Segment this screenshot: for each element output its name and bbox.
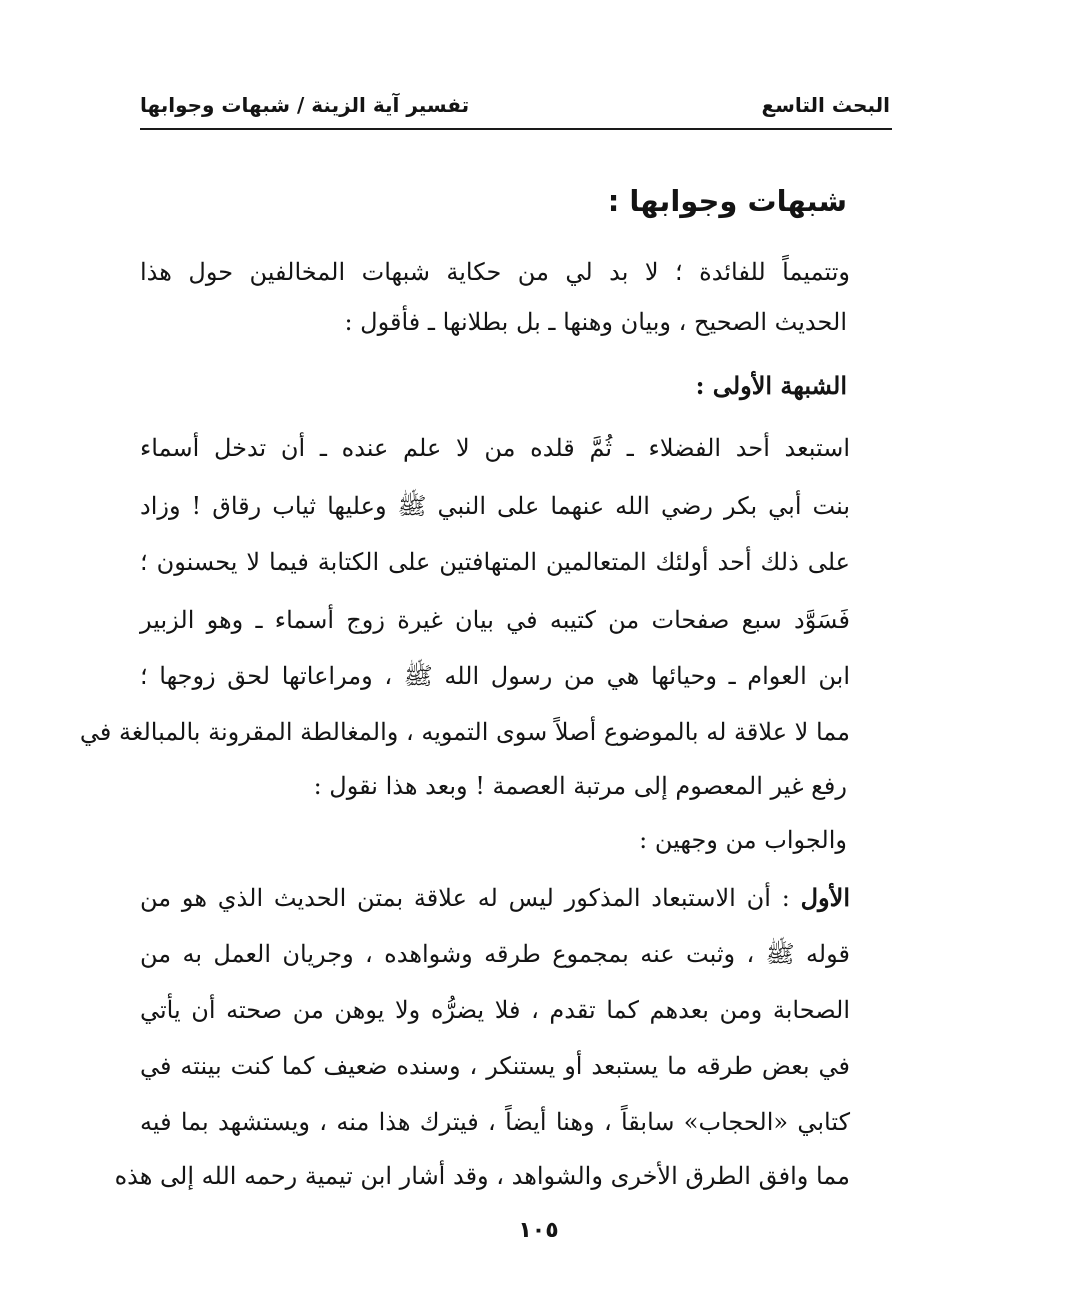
answer-line: قوله ﷺ ، وثبت عنه بمجموع طرقه وشواهده ، وجريان العمل به من — [140, 940, 850, 968]
answer-first-line — [140, 878, 850, 918]
answer-line: كتابي «الحجاب» سابقاً ، وهنا أيضاً ، فيترك هذا منه ، ويستشهد بما فيه — [140, 1108, 850, 1136]
answer-line: مما وافق الطرق الأخرى والشواهد ، وقد أشار ابن تيمية رحمه الله إلى هذه — [114, 1162, 850, 1190]
intro-line: الحديث الصحيح ، وبيان وهنها ـ بل بطلانها ـ فأقول : — [344, 308, 847, 336]
answer-first-label: الأول — [800, 883, 850, 912]
first-doubt-heading: الشبهة الأولى : — [695, 371, 847, 400]
header-section-title: تفسير آية الزينة / شبهات وجوابها — [140, 93, 470, 117]
header-divider — [140, 128, 892, 130]
doubt-line: بنت أبي بكر رضي الله عنهما على النبي ﷺ وعليها ثياب رقاق ! وزاد — [140, 492, 850, 520]
answer-line: في بعض طرقه ما يستبعد أو يستنكر ، وسنده ضعيف كما كنت بينته في — [140, 1052, 850, 1080]
answer-line: الصحابة ومن بعدهم كما تقدم ، فلا يضرُّه ولا يوهن من صحته أن يأتي — [140, 996, 850, 1024]
doubt-line: على ذلك أحد أولئك المتعالمين المتهافتين على الكتابة فيما لا يحسنون ؛ — [140, 548, 850, 576]
doubt-line: مما لا علاقة له بالموضوع أصلاً سوى التمويه ، والمغالطة المقرونة بالمبالغة في — [79, 718, 850, 746]
page-number: ١٠٥ — [518, 1218, 559, 1243]
doubt-line: استبعد أحد الفضلاء ـ ثُمَّ قلده من لا علم عنده ـ أن تدخل أسماء — [140, 434, 850, 462]
doubt-line: ابن العوام ـ وحيائها هي من رسول الله ﷺ ، ومراعاتها لحق زوجها ؛ — [140, 662, 850, 690]
section-heading: شبهات وجوابها : — [607, 184, 847, 218]
answer-intro: والجواب من وجهين : — [639, 826, 847, 854]
intro-line: وتتميماً للفائدة ؛ لا بد لي من حكاية شبهات المخالفين حول هذا — [140, 258, 850, 286]
doubt-line: فَسَوَّد سبع صفحات من كتيبه في بيان غيرة زوج أسماء ـ وهو الزبير — [140, 606, 850, 634]
header-chapter-title: البحث التاسع — [761, 93, 890, 117]
answer-first-text: : أن الاستبعاد المذكور ليس له علاقة بمتن الحديث الذي هو من — [140, 884, 790, 912]
doubt-line: رفع غير المعصوم إلى مرتبة العصمة ! وبعد هذا نقول : — [313, 772, 847, 800]
running-header — [140, 88, 890, 122]
